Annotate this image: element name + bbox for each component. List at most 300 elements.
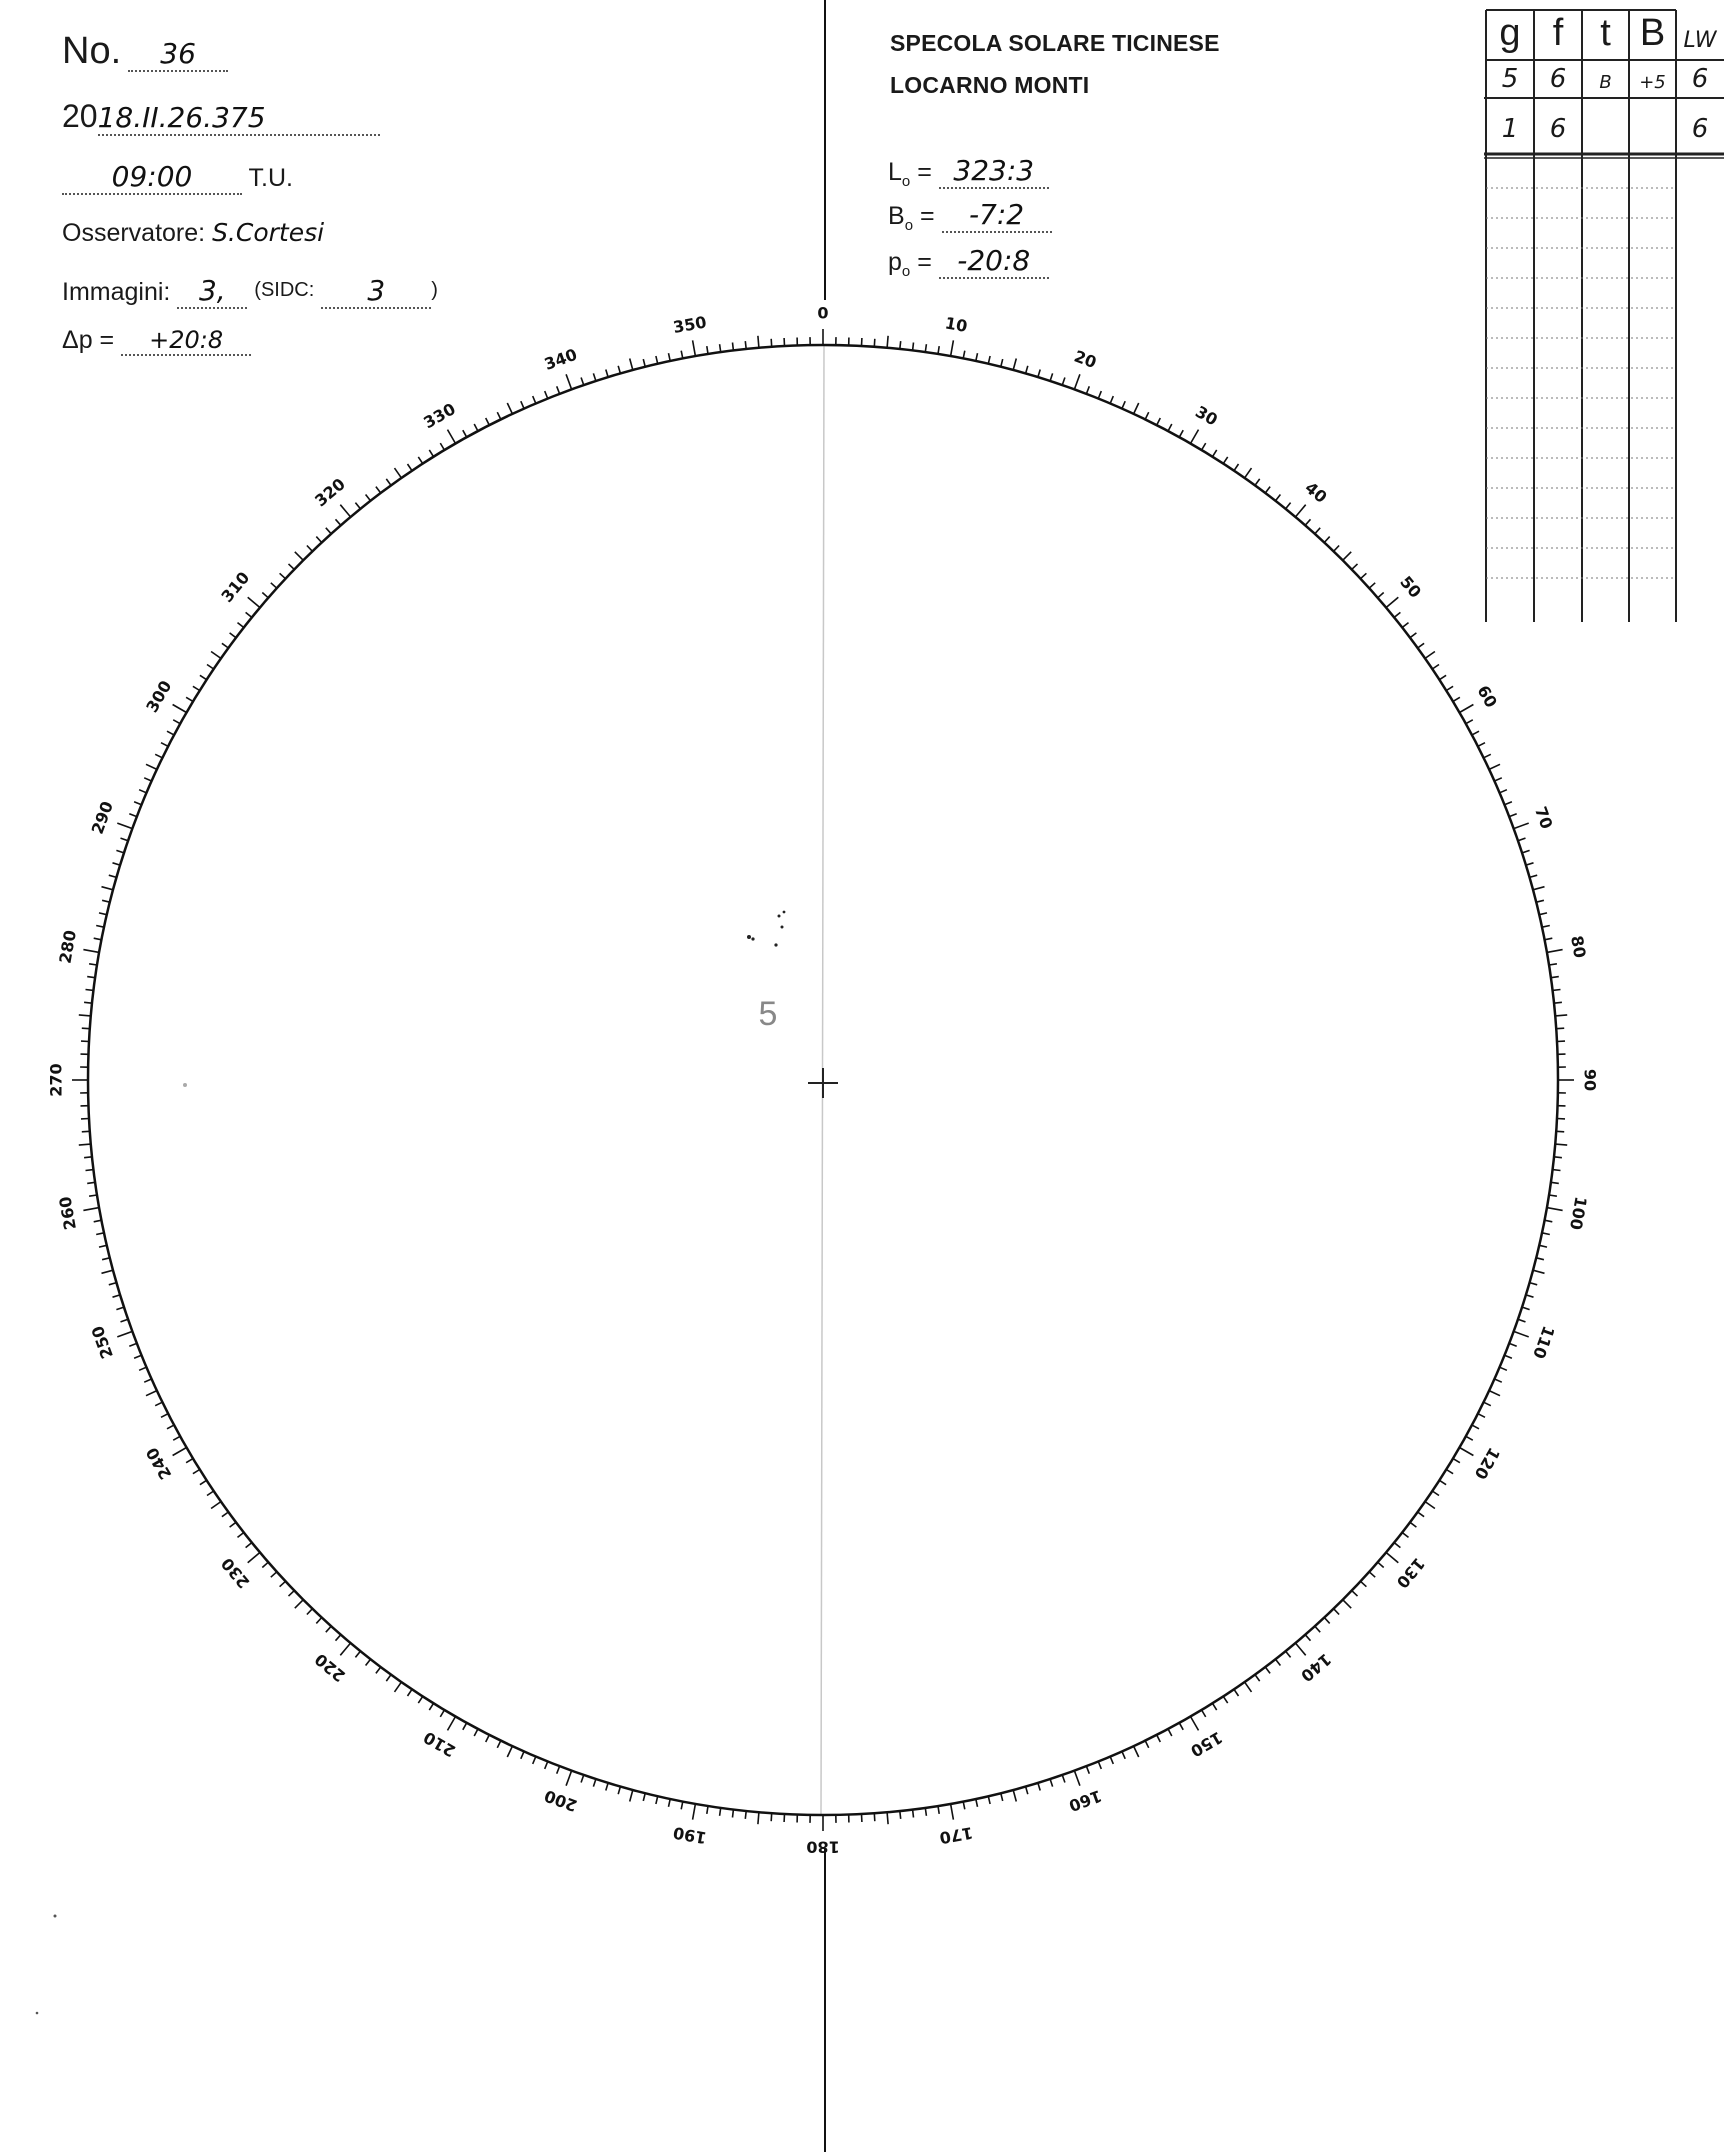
degree-tick xyxy=(976,1799,978,1807)
p-label: p xyxy=(888,248,902,276)
degree-tick xyxy=(693,1804,696,1820)
p-subscript: o xyxy=(901,263,911,280)
degree-tick xyxy=(1553,1170,1561,1171)
degree-tick xyxy=(507,1746,512,1757)
degree-tick xyxy=(557,1766,560,1774)
degree-tick xyxy=(593,1779,596,1787)
sunspot xyxy=(783,911,786,914)
degree-tick xyxy=(144,778,151,781)
degree-tick xyxy=(1213,1703,1217,1710)
degree-tick xyxy=(1489,1391,1500,1396)
degree-label-320: 320 xyxy=(311,474,349,511)
degree-tick xyxy=(1234,464,1239,471)
degree-tick xyxy=(1555,1144,1567,1145)
degree-tick xyxy=(271,583,277,588)
degree-tick xyxy=(1554,1002,1562,1003)
degree-tick xyxy=(1526,1295,1534,1297)
degree-tick xyxy=(887,336,888,348)
degree-tick xyxy=(1505,1355,1512,1358)
degree-tick xyxy=(1255,1675,1260,1682)
degree-tick xyxy=(1554,1157,1562,1158)
sheet-number-value: 36 xyxy=(128,37,228,72)
degree-tick xyxy=(326,528,331,534)
degree-tick xyxy=(1439,675,1446,679)
header-g: g xyxy=(1499,12,1521,54)
degree-tick xyxy=(1514,1331,1529,1337)
sidc-value: 3 xyxy=(321,274,431,309)
degree-tick xyxy=(161,1414,168,1418)
degree-tick xyxy=(116,850,124,853)
institution-line-1: SPECOLA SOLARE TICINESE xyxy=(890,30,1220,56)
sunspot xyxy=(747,935,751,939)
degree-tick xyxy=(1168,1729,1172,1736)
degree-tick xyxy=(618,1787,620,1795)
degree-tick xyxy=(222,1512,229,1517)
degree-tick xyxy=(1460,1448,1474,1456)
degree-label-160: 160 xyxy=(1066,1786,1105,1816)
degree-tick xyxy=(618,366,620,374)
degree-tick xyxy=(566,1771,572,1786)
degree-tick xyxy=(1223,457,1227,464)
degree-tick xyxy=(1418,643,1425,648)
degree-tick xyxy=(771,339,772,347)
degree-tick xyxy=(1530,1283,1538,1285)
degree-tick xyxy=(262,593,268,598)
L-equals: = xyxy=(917,158,932,186)
degree-tick xyxy=(1202,1710,1206,1717)
degree-tick xyxy=(758,1812,759,1824)
degree-tick xyxy=(533,396,536,403)
degree-tick xyxy=(566,374,572,389)
degree-label-210: 210 xyxy=(420,1727,459,1761)
degree-label-80: 80 xyxy=(1567,934,1590,960)
degree-tick xyxy=(1402,1533,1408,1538)
degree-tick xyxy=(925,1808,926,1816)
sunspot xyxy=(781,926,784,929)
degree-tick xyxy=(720,1808,721,1816)
observer-value: S.Cortesi xyxy=(212,218,325,247)
degree-tick xyxy=(386,479,391,486)
degree-tick xyxy=(82,1131,90,1132)
degree-tick xyxy=(1013,359,1016,371)
degree-tick xyxy=(707,346,708,354)
header-LW: LW xyxy=(1683,28,1717,53)
degree-tick xyxy=(1505,802,1512,805)
degree-label-220: 220 xyxy=(311,1649,349,1686)
degree-tick xyxy=(1334,546,1340,552)
degree-tick xyxy=(1305,519,1310,525)
degree-tick xyxy=(89,1195,97,1196)
degree-tick xyxy=(581,378,584,386)
degree-tick xyxy=(1213,450,1217,457)
degree-tick xyxy=(418,457,422,464)
degree-label-140: 140 xyxy=(1297,1649,1335,1686)
header-f: f xyxy=(1552,12,1564,54)
degree-tick xyxy=(733,1810,734,1818)
degree-tick xyxy=(1145,412,1149,419)
degree-tick xyxy=(262,1562,268,1567)
degree-tick xyxy=(693,340,696,356)
sidc-close: ) xyxy=(431,279,438,301)
degree-tick xyxy=(167,731,174,735)
degree-tick xyxy=(246,612,252,617)
degree-tick xyxy=(1038,1783,1040,1791)
degree-label-150: 150 xyxy=(1187,1727,1226,1761)
degree-tick xyxy=(606,370,608,378)
degree-tick xyxy=(1539,1245,1547,1247)
degree-tick xyxy=(238,623,244,628)
degree-tick xyxy=(440,443,444,450)
group-number-label: 5 xyxy=(758,995,778,1033)
degree-tick xyxy=(1179,1723,1183,1730)
degree-tick xyxy=(79,1015,91,1016)
time-unit: T.U. xyxy=(248,164,293,192)
degree-tick xyxy=(355,1651,360,1657)
degree-tick xyxy=(951,340,954,356)
degree-tick xyxy=(271,1572,277,1577)
degree-tick xyxy=(238,1533,244,1538)
degree-tick xyxy=(900,1811,901,1819)
degree-tick xyxy=(1315,1626,1320,1632)
degree-tick xyxy=(386,1675,391,1682)
degree-tick xyxy=(1518,838,1526,841)
degree-tick xyxy=(84,1157,92,1158)
degree-tick xyxy=(1157,1735,1161,1742)
degree-tick xyxy=(925,344,926,352)
degree-tick xyxy=(87,977,95,978)
date-prefix: 20 xyxy=(62,98,98,134)
degree-tick xyxy=(1378,593,1384,598)
degree-tick xyxy=(1495,1379,1502,1382)
sidc-label: (SIDC: xyxy=(254,279,315,301)
degree-tick xyxy=(1386,1552,1398,1562)
degree-label-70: 70 xyxy=(1530,803,1557,832)
degree-tick xyxy=(497,1741,501,1748)
header-t: t xyxy=(1600,12,1611,54)
degree-tick xyxy=(1276,495,1281,501)
degree-tick xyxy=(1086,386,1089,394)
degree-tick xyxy=(557,386,560,394)
degree-tick xyxy=(99,1245,107,1247)
degree-tick xyxy=(340,1643,350,1655)
degree-tick xyxy=(1234,1689,1239,1696)
degree-tick xyxy=(1191,430,1199,444)
degree-tick xyxy=(874,339,875,347)
degree-tick xyxy=(1145,1741,1149,1748)
degree-tick xyxy=(963,351,965,359)
degree-tick xyxy=(474,1729,478,1736)
degree-tick xyxy=(1050,1779,1053,1787)
degree-tick xyxy=(1074,374,1080,389)
degree-tick xyxy=(1378,1562,1384,1567)
degree-tick xyxy=(1191,1717,1199,1731)
degree-tick xyxy=(938,346,939,354)
degree-tick xyxy=(593,373,596,381)
degree-tick xyxy=(289,1591,295,1597)
sunspot-group-5 xyxy=(747,911,785,947)
degree-tick xyxy=(1553,990,1561,991)
degree-tick xyxy=(96,926,104,928)
stray-mark xyxy=(36,2012,39,2015)
degree-tick xyxy=(355,503,360,509)
sunspot xyxy=(778,915,781,918)
institution-line-2: LOCARNO MONTI xyxy=(890,72,1090,98)
degree-tick xyxy=(1556,1028,1564,1029)
degree-tick xyxy=(1157,418,1161,425)
degree-tick xyxy=(211,652,221,659)
degree-tick xyxy=(440,1710,444,1717)
degree-tick xyxy=(606,1783,608,1791)
degree-tick xyxy=(1472,1425,1479,1429)
degree-tick xyxy=(988,1796,990,1804)
degree-tick xyxy=(295,552,304,561)
degree-tick xyxy=(222,643,229,648)
degree-tick xyxy=(463,430,467,437)
degree-tick xyxy=(1478,743,1485,747)
degree-tick xyxy=(1453,697,1460,701)
degree-label-190: 190 xyxy=(671,1823,708,1848)
degree-tick xyxy=(448,1717,456,1731)
degree-tick xyxy=(1432,1491,1439,1496)
degree-tick xyxy=(161,743,168,747)
degree-tick xyxy=(1478,1414,1485,1418)
degree-label-290: 290 xyxy=(87,798,117,837)
degree-tick xyxy=(630,1790,633,1802)
degree-tick xyxy=(1545,938,1553,940)
degree-tick xyxy=(146,764,157,769)
degree-tick xyxy=(1255,479,1260,486)
degree-tick xyxy=(1038,370,1040,378)
degree-label-110: 110 xyxy=(1529,1323,1559,1362)
degree-tick xyxy=(1533,1270,1545,1273)
degree-tick xyxy=(82,1028,90,1029)
degree-tick xyxy=(1530,875,1538,877)
degree-tick xyxy=(1542,1233,1550,1235)
degree-tick xyxy=(643,359,645,367)
degree-tick xyxy=(155,1402,162,1406)
degree-tick xyxy=(1134,403,1139,414)
row2-LW: 6 xyxy=(1691,114,1709,144)
degree-tick xyxy=(630,359,633,371)
degree-tick xyxy=(1495,778,1502,781)
degree-tick xyxy=(1265,1667,1270,1673)
time-value: 09:00 xyxy=(62,160,242,195)
degree-label-10: 10 xyxy=(943,313,969,336)
stray-mark xyxy=(183,1083,187,1087)
degree-label-240: 240 xyxy=(142,1444,176,1483)
degree-tick xyxy=(1453,1459,1460,1463)
degree-tick xyxy=(963,1802,965,1810)
degree-tick xyxy=(1110,396,1113,403)
degree-tick xyxy=(173,705,187,713)
degree-tick xyxy=(87,1182,95,1183)
degree-tick xyxy=(102,900,110,902)
degree-tick xyxy=(1352,1591,1358,1597)
degree-tick xyxy=(1001,359,1003,367)
degree-tick xyxy=(1484,754,1491,758)
degree-tick xyxy=(102,1258,110,1260)
degree-tick xyxy=(545,1762,548,1769)
degree-tick xyxy=(1361,1581,1367,1586)
degree-tick xyxy=(1245,1682,1252,1692)
degree-label-200: 200 xyxy=(541,1786,580,1816)
degree-label-350: 350 xyxy=(671,312,708,337)
degree-tick xyxy=(1556,1131,1564,1132)
degree-tick xyxy=(1394,612,1400,617)
degree-tick xyxy=(113,863,121,865)
degree-tick xyxy=(1545,1220,1553,1222)
degree-tick xyxy=(758,336,759,348)
degree-tick xyxy=(656,1796,658,1804)
degree-tick xyxy=(521,401,524,408)
stray-mark xyxy=(54,1915,57,1918)
degree-tick xyxy=(1514,823,1529,829)
degree-tick xyxy=(134,802,141,805)
degree-label-50: 50 xyxy=(1396,572,1426,602)
degree-tick xyxy=(186,1459,193,1463)
images-value: 3, xyxy=(177,274,247,309)
degree-tick xyxy=(1122,401,1125,408)
degree-tick xyxy=(1286,503,1291,509)
degree-tick xyxy=(121,1319,129,1322)
degree-tick xyxy=(246,1543,252,1548)
degree-tick xyxy=(418,1696,422,1703)
degree-tick xyxy=(429,450,433,457)
L-value: 323:3 xyxy=(939,154,1049,189)
degree-label-230: 230 xyxy=(217,1554,254,1592)
degree-label-330: 330 xyxy=(420,399,459,433)
degree-tick xyxy=(976,353,978,361)
B-value: -7:2 xyxy=(942,198,1052,233)
degree-tick xyxy=(1179,430,1183,437)
degree-label-270: 270 xyxy=(46,1063,66,1097)
degree-tick xyxy=(887,1812,888,1824)
degree-tick xyxy=(1386,597,1398,607)
degree-tick xyxy=(1098,1762,1101,1769)
degree-label-100: 100 xyxy=(1566,1195,1591,1232)
degree-label-120: 120 xyxy=(1470,1444,1504,1483)
degree-tick xyxy=(507,403,512,414)
row2-f: 6 xyxy=(1549,114,1567,144)
degree-tick xyxy=(376,1667,381,1673)
degree-tick xyxy=(109,875,117,877)
degree-tick xyxy=(173,1436,180,1440)
degree-tick xyxy=(1276,1659,1281,1665)
degree-tick xyxy=(1539,913,1547,915)
degree-tick xyxy=(376,487,381,493)
degree-tick xyxy=(913,1810,914,1818)
degree-tick xyxy=(733,343,734,351)
degree-tick xyxy=(1536,1258,1544,1260)
degree-tick xyxy=(1110,1757,1113,1764)
degree-label-170: 170 xyxy=(938,1823,975,1848)
degree-tick xyxy=(1026,366,1028,374)
degree-tick xyxy=(1394,1543,1400,1548)
degree-tick xyxy=(1324,1618,1329,1624)
degree-tick xyxy=(429,1703,433,1710)
degree-tick xyxy=(1518,1319,1526,1322)
degree-label-280: 280 xyxy=(55,928,80,965)
degree-tick xyxy=(745,341,746,349)
degree-tick xyxy=(486,1735,490,1742)
degree-tick xyxy=(581,1775,584,1783)
degree-tick xyxy=(129,1343,137,1346)
degree-tick xyxy=(1446,686,1453,690)
degree-tick xyxy=(1026,1787,1028,1795)
images-label: Immagini: xyxy=(62,278,171,306)
degree-tick xyxy=(1086,1766,1089,1774)
degree-tick xyxy=(79,1144,91,1145)
degree-tick xyxy=(86,990,94,991)
degree-tick xyxy=(1446,1470,1453,1474)
degree-tick xyxy=(1522,850,1530,853)
L-subscript: o xyxy=(901,173,911,190)
degree-tick xyxy=(1425,1502,1435,1509)
degree-tick xyxy=(316,537,321,543)
date-value: 18.II.26.375 xyxy=(98,101,380,136)
degree-tick xyxy=(1352,564,1358,570)
degree-tick xyxy=(900,341,901,349)
degree-tick xyxy=(951,1804,954,1820)
degree-tick xyxy=(486,418,490,425)
degree-tick xyxy=(116,1307,124,1310)
degree-tick xyxy=(1369,1572,1375,1577)
delta-p-value: +20:8 xyxy=(121,326,251,356)
degree-tick xyxy=(289,564,295,570)
degree-tick xyxy=(1439,1480,1446,1484)
degree-tick xyxy=(336,519,341,525)
degree-label-20: 20 xyxy=(1071,346,1100,373)
degree-tick xyxy=(207,1491,214,1496)
degree-tick xyxy=(1305,1635,1310,1641)
degree-tick xyxy=(96,1233,104,1235)
degree-tick xyxy=(144,1379,151,1382)
degree-tick xyxy=(1062,378,1065,386)
degree-tick xyxy=(1551,977,1559,978)
degree-tick xyxy=(1223,1696,1227,1703)
degree-tick xyxy=(1551,1182,1559,1183)
degree-tick xyxy=(1472,731,1479,735)
degree-tick xyxy=(1134,1746,1139,1757)
degree-tick xyxy=(94,938,102,940)
degree-tick xyxy=(1466,1436,1473,1440)
degree-tick xyxy=(139,790,146,793)
degree-tick xyxy=(656,356,658,364)
observer-label: Osservatore: xyxy=(62,219,206,247)
degree-tick xyxy=(134,1355,141,1358)
degree-tick xyxy=(173,1448,187,1456)
degree-tick xyxy=(230,633,236,638)
degree-tick xyxy=(1122,1752,1125,1759)
degree-tick xyxy=(1295,505,1305,517)
degree-tick xyxy=(83,1208,99,1211)
degree-tick xyxy=(230,1522,236,1527)
L-label: L xyxy=(888,158,902,186)
row1-g: 5 xyxy=(1501,64,1519,94)
degree-tick xyxy=(146,1391,157,1396)
degree-tick xyxy=(155,754,162,758)
degree-tick xyxy=(94,1220,102,1222)
row1-B: +5 xyxy=(1639,72,1666,93)
degree-tick xyxy=(1295,1643,1305,1655)
degree-tick xyxy=(113,1295,121,1297)
degree-tick xyxy=(1202,443,1206,450)
degree-tick xyxy=(186,697,193,701)
degree-label-40: 40 xyxy=(1301,477,1331,507)
degree-tick xyxy=(280,1581,286,1586)
degree-label-180: 180 xyxy=(806,1837,840,1857)
degree-tick xyxy=(1324,537,1329,543)
